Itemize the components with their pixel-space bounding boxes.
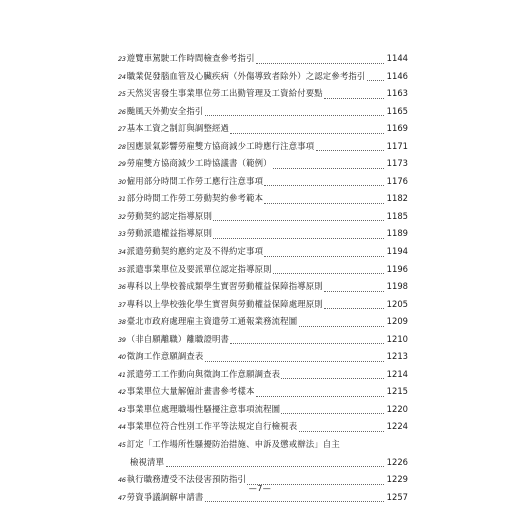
toc-entry-title: 部分時間工作勞工勞動契約參考範本	[126, 193, 264, 204]
dot-leader	[324, 308, 384, 309]
toc-entry-number: 31	[118, 195, 126, 204]
toc-entry	[118, 173, 408, 191]
toc-entry-page: 1165	[386, 103, 408, 121]
dot-leader	[256, 396, 384, 397]
toc-entry-page: 1213	[386, 348, 408, 366]
toc-entry-page: 1194	[386, 243, 408, 261]
dot-leader	[205, 115, 384, 116]
toc-entry-page: 1205	[386, 296, 408, 314]
toc-entry	[118, 138, 408, 156]
toc-entry-title: 勞動派遣權益指導原則	[126, 228, 212, 239]
toc-entry	[118, 50, 408, 68]
toc-entry-page: 1173	[386, 155, 408, 173]
toc-entry-number: 30	[118, 177, 126, 186]
dot-leader	[213, 238, 384, 239]
toc-entry-number: 26	[118, 107, 126, 116]
toc-entry-number: 27	[118, 125, 126, 134]
dot-leader	[230, 133, 384, 134]
toc-entry-title: 勞動契約認定指導原則	[126, 210, 212, 221]
dot-leader	[205, 501, 384, 502]
toc-entry-title: 徵詢工作意願調查表	[126, 351, 204, 362]
toc-entry-number: 47	[118, 493, 126, 502]
toc-entry	[118, 103, 408, 121]
toc-entry	[118, 243, 408, 261]
toc-entry-page: 1189	[386, 225, 408, 243]
toc-entry-title: 僱用部分時間工作勞工應行注意事項	[126, 175, 264, 186]
toc-entry-number: 42	[118, 388, 126, 397]
toc-entry-page: 1214	[386, 366, 408, 384]
toc-entry-title: 訂定「工作場所性騷擾防治措施、申訴及懲戒辦法」自主	[126, 439, 340, 450]
page-number: —7—	[248, 484, 272, 493]
toc-entry-page: 1226	[386, 454, 408, 472]
toc-entry-title: 專科以上學校強化學生實習與勞動權益保障處理原則	[126, 298, 323, 309]
toc-entry-number: 41	[118, 370, 126, 379]
toc-entry-page: 1215	[386, 383, 408, 401]
toc-entry	[118, 68, 408, 86]
toc-entry-page: 1163	[386, 85, 408, 103]
toc-entry-page: 1171	[386, 138, 408, 156]
dot-leader	[264, 185, 384, 186]
toc-entry-page: 1169	[386, 120, 408, 138]
toc-entry-number: 38	[118, 318, 126, 327]
toc-entry-title: 因應景氣影響勞雇雙方協商減少工時應行注意事項	[126, 140, 315, 151]
toc-entry-number: 36	[118, 283, 126, 292]
toc-entry-number: 24	[118, 72, 126, 81]
toc-entry	[118, 208, 408, 226]
toc-entry-number: 40	[118, 353, 126, 362]
toc-entry-page: 1176	[386, 173, 408, 191]
dot-leader	[273, 168, 384, 169]
toc-entry	[118, 296, 408, 314]
toc-entry-page: 1198	[386, 278, 408, 296]
toc-entry-page: 1209	[386, 313, 408, 331]
dot-leader	[324, 98, 384, 99]
toc-entry-title: 遊覽車駕駛工作時間檢查參考指引	[126, 53, 255, 63]
toc-entry-number: 45	[118, 441, 126, 450]
toc-entry-page: 1224	[386, 418, 408, 436]
toc-entry	[118, 155, 408, 173]
toc-entry-title: 颱風天外勤安全指引	[126, 105, 204, 116]
toc-entry	[118, 436, 408, 454]
toc-entry	[118, 85, 408, 103]
toc-entry-page: 1146	[386, 68, 408, 86]
toc-entry-title: 臺北市政府處理雇主資遣勞工通報業務流程圖	[126, 316, 298, 327]
dot-leader	[166, 466, 384, 467]
toc-entry-title: 派遣事業單位及要派單位認定指導原則	[126, 263, 272, 274]
toc-entry-page: 1185	[386, 208, 408, 226]
toc-entry	[118, 454, 408, 472]
toc-entry	[118, 366, 408, 384]
toc-entry	[118, 348, 408, 366]
toc-entry	[118, 418, 408, 436]
toc-entry	[118, 261, 408, 279]
toc-entry-number: 34	[118, 248, 126, 257]
toc-entry-number: 32	[118, 212, 126, 221]
toc-entry-page: 1220	[386, 401, 408, 419]
dot-leader	[273, 273, 384, 274]
toc-entry-title: 派遣勞動契約應約定及不得約定事項	[126, 246, 264, 257]
toc-entry	[118, 190, 408, 208]
toc-entry	[118, 313, 408, 331]
toc-entry-title: 執行職務遭受不法侵害預防指引	[126, 474, 247, 485]
toc-entry-title: 事業單位處理職場性騷擾注意事項流程圖	[126, 403, 281, 414]
toc-entry-page: 1182	[386, 190, 408, 208]
dot-leader	[316, 150, 384, 151]
table-of-contents	[118, 50, 408, 506]
toc-entry-title: 事業單位大量解僱計畫書參考樣本	[126, 386, 255, 397]
toc-entry	[118, 331, 408, 349]
toc-entry-number: 33	[118, 230, 126, 239]
dot-leader	[264, 203, 384, 204]
dot-leader	[213, 220, 384, 221]
toc-entry-title: 事業單位符合性別工作平等法規定自行檢視表	[126, 421, 298, 432]
dot-leader	[281, 413, 384, 414]
toc-entry-title: 勞資爭議調解申請書	[126, 491, 204, 502]
toc-entry-number: 37	[118, 300, 126, 309]
toc-entry	[118, 120, 408, 138]
dot-leader	[367, 80, 384, 81]
toc-entry-number: 23	[118, 55, 126, 63]
dot-leader	[230, 343, 384, 344]
toc-entry	[118, 383, 408, 401]
toc-entry-number: 44	[118, 423, 126, 432]
toc-entry	[118, 401, 408, 419]
toc-entry-number: 28	[118, 142, 126, 151]
dot-leader	[299, 326, 384, 327]
toc-entry-title: 天然災害發生事業單位勞工出勤管理及工資給付要點	[126, 88, 323, 99]
dot-leader	[256, 63, 384, 64]
toc-entry-page: 1196	[386, 261, 408, 279]
toc-entry-number: 46	[118, 476, 126, 485]
toc-entry	[118, 225, 408, 243]
toc-entry-title: 職業促發腦血管及心臟疾病（外傷導致者除外）之認定參考指引	[126, 70, 366, 81]
toc-entry-title: 派遣勞工工作動向與徵詢工作意願調查表	[126, 368, 281, 379]
toc-entry-page: 1257	[386, 489, 408, 507]
toc-entry	[118, 278, 408, 296]
toc-entry-title: 基本工資之制訂與調整經過	[126, 123, 230, 134]
toc-entry-page: 1229	[386, 471, 408, 489]
toc-entry-number: 25	[118, 90, 126, 99]
toc-entry-number: 43	[118, 405, 126, 414]
dot-leader	[205, 361, 384, 362]
toc-entry-number: 35	[118, 265, 126, 274]
toc-entry-title: 專科以上學校養成類學生實習勞動權益保障指導原則	[126, 281, 323, 292]
toc-entry-number: 39	[118, 335, 126, 344]
dot-leader	[324, 291, 384, 292]
toc-entry-title: 檢視清單	[130, 456, 165, 467]
dot-leader	[299, 431, 384, 432]
toc-entry-title: 勞雇雙方協商減少工時協議書（範例）	[126, 158, 272, 169]
toc-entry-page: 1210	[386, 331, 408, 349]
dot-leader	[264, 256, 384, 257]
toc-entry-number: 29	[118, 160, 126, 169]
toc-entry-page: 1144	[386, 50, 408, 68]
toc-entry-title: （非自願離職）離職證明書	[126, 333, 230, 344]
dot-leader	[281, 378, 384, 379]
